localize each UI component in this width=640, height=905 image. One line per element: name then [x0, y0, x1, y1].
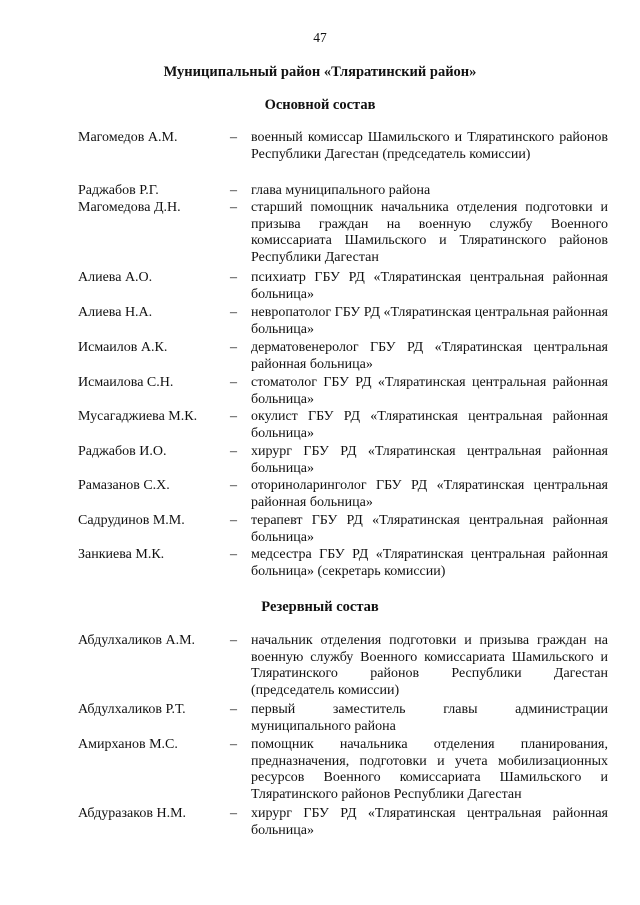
member-entry: [78, 806, 608, 839]
member-name: Алиева А.О.: [78, 270, 153, 285]
member-entry: [78, 375, 608, 408]
dash: –: [230, 633, 237, 648]
member-entry: [78, 737, 608, 803]
member-name: Магомедов А.М.: [78, 130, 178, 145]
dash: –: [230, 547, 237, 562]
member-name: Магомедова Д.Н.: [78, 200, 181, 215]
member-entry: [78, 340, 608, 373]
document-title: Муниципальный район «Тляратинский район»: [163, 64, 477, 80]
member-name: Абдулхаликов Р.Т.: [78, 702, 186, 717]
member-entry: [78, 130, 608, 163]
member-name: Рамазанов С.Х.: [78, 478, 170, 493]
member-name: Раджабов И.О.: [78, 444, 167, 459]
reserve-section-heading: Резервный состав: [261, 599, 379, 615]
dash: –: [230, 513, 237, 528]
member-role: стоматолог ГБУ РД «Тляратинская центральная районная больница»: [251, 375, 608, 407]
member-role: оториноларинголог ГБУ РД «Тляратинская центральная районная больница»: [251, 478, 608, 510]
member-entry: [78, 305, 608, 338]
member-role: терапевт ГБУ РД «Тляратинская центральная районная больница»: [251, 513, 608, 545]
member-name: Алиева Н.А.: [78, 305, 153, 320]
dash: –: [230, 702, 237, 717]
member-name: Абдуразаков Н.М.: [78, 806, 187, 821]
dash: –: [230, 409, 237, 424]
member-entry: [78, 547, 608, 580]
member-role: хирург ГБУ РД «Тляратинская центральная районная больница»: [251, 444, 608, 476]
page-number: 47: [313, 30, 327, 45]
member-name: Исмаилова С.Н.: [78, 375, 174, 390]
member-role: глава муниципального района: [251, 183, 431, 198]
member-role: окулист ГБУ РД «Тляратинская центральная районная больница»: [251, 409, 608, 441]
member-entry: [78, 702, 608, 735]
member-name: Абдулхаликов А.М.: [78, 633, 196, 648]
member-name: Исмаилов А.К.: [78, 340, 168, 355]
dash: –: [230, 340, 237, 355]
member-entry: [78, 633, 608, 699]
member-entry: [78, 513, 608, 546]
member-role: медсестра ГБУ РД «Тляратинская центральная районная больница» (секретарь комиссии): [251, 547, 608, 579]
member-name: Амирханов М.С.: [78, 737, 178, 752]
member-role: первый заместитель главы администрации муниципального района: [251, 702, 608, 734]
dash: –: [230, 806, 237, 821]
member-entry: [78, 478, 608, 511]
member-role: помощник начальника отделения планирования, предназначения, подготовки и учета мобилизационных ресурсов Военного комиссариата Шамильского и Тляратинского районов Республики Дагестан: [251, 737, 608, 802]
member-role: военный комиссар Шамильского и Тляратинского районов Республики Дагестан (председатель комиссии): [251, 130, 608, 162]
dash: –: [230, 270, 237, 285]
member-role: старший помощник начальника отделения подготовки и призыва граждан на военную службу Военного комиссариата Шамильского и Тляратинского районов Республики Дагестан: [251, 200, 608, 265]
member-role: хирург ГБУ РД «Тляратинская центральная районная больница»: [251, 806, 608, 838]
member-role: невропатолог ГБУ РД «Тляратинская центральная районная больница»: [251, 305, 608, 337]
member-name: Мусагаджиева М.К.: [78, 409, 198, 424]
member-name: Занкиева М.К.: [78, 547, 165, 562]
dash: –: [230, 737, 237, 752]
member-entry: [78, 409, 608, 442]
member-role: дерматовенеролог ГБУ РД «Тляратинская центральная районная больница»: [251, 340, 608, 372]
dash: –: [230, 444, 237, 459]
dash: –: [230, 183, 237, 198]
member-entry: [78, 200, 608, 266]
dash: –: [230, 200, 237, 215]
dash: –: [230, 478, 237, 493]
member-entry: [78, 444, 608, 477]
dash: –: [230, 130, 237, 145]
main-section-heading: Основной состав: [264, 97, 376, 113]
dash: –: [230, 305, 237, 320]
member-entry: [78, 183, 608, 200]
dash: –: [230, 375, 237, 390]
member-name: Садрудинов М.М.: [78, 513, 185, 528]
member-entry: [78, 270, 608, 303]
member-role: начальник отделения подготовки и призыва граждан на военную службу Военного комиссариата Шамильского и Тляратинского районов Республики Дагестан (председатель комиссии): [251, 633, 608, 698]
member-name: Раджабов Р.Г.: [78, 183, 159, 198]
member-role: психиатр ГБУ РД «Тляратинская центральная районная больница»: [251, 270, 608, 302]
